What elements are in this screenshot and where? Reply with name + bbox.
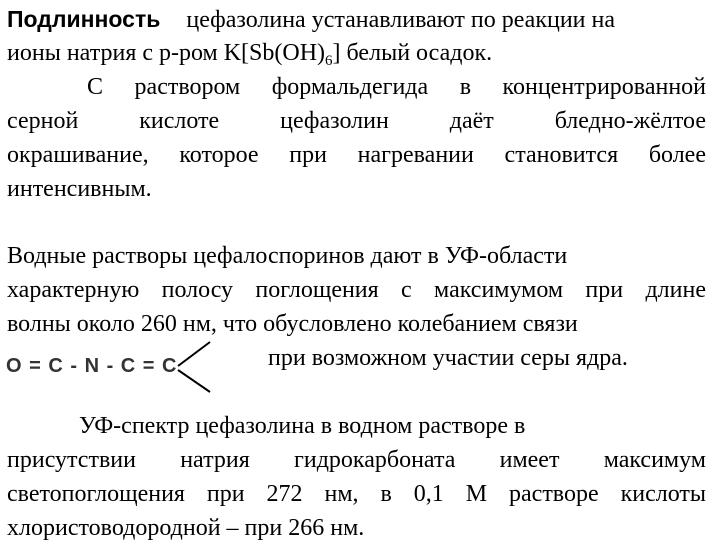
formula-subscript: 6 [325,53,333,69]
paragraph1-line1 [7,2,706,37]
paragraph2-line2: серной кислоте цефазолин даёт бледно-жёлтое [7,108,706,134]
paragraph2-line1: С раствором формальдегида в концентрированной [87,74,706,100]
paragraph3-line2: характерную полосу поглощения с максимумом при длине [7,277,706,303]
paragraph4-line1: УФ-спектр цефазолина в водном растворе в [79,413,526,439]
paragraph3-line3: волны около 260 нм, что обусловлено колебанием связи [7,311,578,337]
paragraph4-line2: присутствии натрия гидрокарбоната имеет максимум [7,447,706,473]
paragraph1-line2-text: ионы натрия с р-ром K[Sb(OH) [7,40,326,66]
bond-formula: O = C - N - C = C [6,355,177,377]
paragraph4-line4: хлористоводородной – при 266 нм. [7,515,365,541]
bond-lines-icon [160,338,220,398]
paragraph3-line4: при возможном участии серы ядра. [268,345,628,371]
paragraph1-line1-text: цефазолина устанавливают по реакции на [186,7,616,33]
paragraph1-line2 [7,36,706,70]
paragraph1-line2-end: ] белый осадок. [332,40,493,66]
section-title-authenticity: Подлинность [7,6,161,32]
paragraph4-line3: светопоглощения при 272 нм, в 0,1 М растворе кислоты [7,481,706,507]
paragraph3-line1: Водные растворы цефалоспоринов дают в УФ-области [7,243,568,269]
paragraph2-line3: окрашивание, которое при нагревании становится более [7,142,706,168]
paragraph2-line4: интенсивным. [7,176,152,202]
